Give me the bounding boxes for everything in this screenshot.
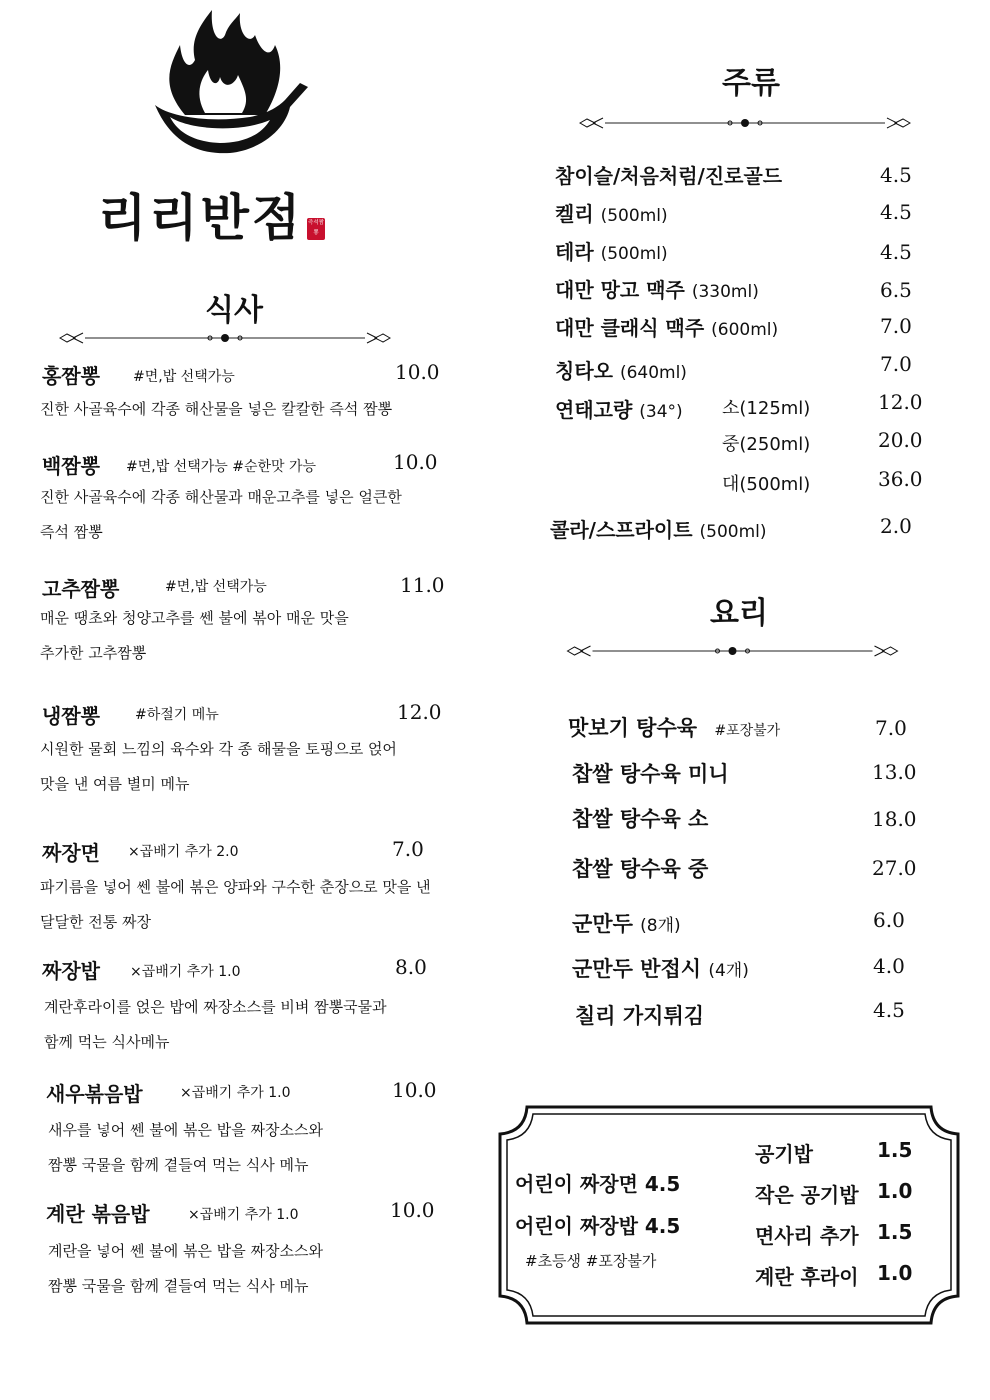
- dish-qty: (8개): [640, 916, 681, 936]
- meal-desc-line: 매운 땡초와 청양고추를 쎈 불에 볶아 매운 맛을: [40, 609, 349, 627]
- meal-desc-line: 추가한 고추짬뽕: [40, 644, 147, 662]
- drink-price: 7.0: [880, 314, 912, 338]
- meal-tag: #면,밥 선택가능: [133, 369, 235, 385]
- extra-price: 1.0: [877, 1179, 913, 1203]
- drink-volume: (34°): [639, 402, 683, 422]
- meal-desc-line: 짬뽕 국물을 함께 곁들여 먹는 식사 메뉴: [48, 1277, 309, 1295]
- drink-size-medium: 중(250ml): [722, 434, 811, 455]
- extra-name: 작은 공기밥: [755, 1183, 859, 1207]
- drinks-title: 주류: [722, 66, 780, 101]
- drink-price: 7.0: [880, 352, 912, 376]
- meal-desc-line: 짬뽕 국물을 함께 곁들여 먹는 식사 메뉴: [48, 1156, 309, 1174]
- dishes-divider: [560, 641, 905, 661]
- drink-size-price: 12.0: [878, 390, 923, 414]
- meal-tag: ×곱배기 추가 1.0: [180, 1085, 291, 1101]
- meal-desc-line: 함께 먹는 식사메뉴: [44, 1033, 170, 1051]
- drink-volume: (500ml): [600, 206, 668, 226]
- drink-name: 대만 클래식 맥주 (600ml): [555, 316, 779, 340]
- meal-desc-line: 계란후라이를 얹은 밥에 짜장소스를 비벼 짬뽕국물과: [44, 998, 387, 1016]
- drink-name: 켈리 (500ml): [555, 202, 668, 226]
- meal-desc-line: 계란을 넣어 쎈 불에 볶은 밥을 짜장소스와: [48, 1242, 323, 1260]
- meals-divider: [55, 328, 395, 348]
- drink-price: 6.5: [880, 278, 912, 302]
- drink-name: 참이슬/처음처럼/진로골드: [555, 164, 783, 188]
- dish-price: 13.0: [872, 760, 917, 784]
- kids-menu-jjajangmyeon: 어린이 짜장면 4.5: [515, 1172, 681, 1196]
- dish-price: 4.0: [873, 954, 905, 978]
- meal-price: 12.0: [397, 700, 442, 724]
- drink-volume: (640ml): [619, 363, 687, 383]
- meal-desc-line: 즉석 짬뽕: [40, 523, 103, 541]
- dish-name: 맛보기 탕수육 #포장불가: [568, 716, 781, 740]
- meal-name: 백짬뽕: [42, 454, 100, 478]
- dishes-title: 요리: [710, 596, 768, 631]
- meal-tag: #면,밥 선택가능: [165, 579, 267, 595]
- meal-desc-line: 맛을 낸 여름 별미 메뉴: [40, 775, 190, 793]
- meal-name: 계란 볶음밥: [46, 1202, 150, 1226]
- drink-size-price: 36.0: [878, 467, 923, 491]
- meal-desc-line: 달달한 전통 짜장: [40, 913, 151, 931]
- meal-name: 홍짬뽕: [42, 364, 100, 388]
- meal-desc-line: 진한 사골육수에 각종 해산물과 매운고추를 넣은 얼큰한: [40, 488, 402, 506]
- drink-name: 칭타오 (640ml): [555, 359, 687, 383]
- meal-price: 7.0: [392, 837, 424, 861]
- meal-price: 10.0: [390, 1198, 435, 1222]
- meal-price: 10.0: [393, 450, 438, 474]
- wok-flame-logo-icon: [150, 5, 310, 170]
- meal-desc-line: 새우를 넣어 쎈 불에 볶은 밥을 짜장소스와: [48, 1121, 323, 1139]
- dish-price: 7.0: [875, 716, 907, 740]
- dish-name: 찹쌀 탕수육 중: [572, 857, 709, 881]
- drink-price: 4.5: [880, 200, 912, 224]
- drink-volume: (330ml): [691, 282, 759, 302]
- extra-price: 1.5: [877, 1220, 913, 1244]
- dish-price: 18.0: [872, 807, 917, 831]
- drink-price: 2.0: [880, 514, 912, 538]
- meal-price: 10.0: [395, 360, 440, 384]
- meal-name: 짜장밥: [42, 959, 100, 983]
- extra-name: 계란 후라이: [755, 1265, 859, 1289]
- drink-name: 콜라/스프라이트 (500ml): [550, 518, 767, 542]
- meal-tag: #하절기 메뉴: [135, 707, 219, 723]
- meal-name: 새우볶음밥: [46, 1082, 143, 1106]
- meal-name: 고추짬뽕: [42, 577, 120, 601]
- dish-price: 4.5: [873, 998, 905, 1022]
- dish-price: 6.0: [873, 908, 905, 932]
- drink-volume: (500ml): [600, 244, 668, 264]
- drink-name: 테라 (500ml): [555, 240, 668, 264]
- meal-tag: ×곱배기 추가 1.0: [130, 964, 241, 980]
- drinks-divider: [575, 113, 915, 133]
- meal-desc-line: 파기름을 넣어 쎈 불에 볶은 양파와 구수한 춘장으로 맛을 낸: [40, 878, 431, 896]
- drink-size-small: 소(125ml): [722, 398, 811, 419]
- drink-size-price: 20.0: [878, 428, 923, 452]
- drink-size-large: 대(500ml): [722, 474, 811, 495]
- drink-name: 대만 망고 맥주 (330ml): [555, 278, 759, 302]
- meal-price: 11.0: [400, 573, 445, 597]
- drink-name: 연태고량 (34°): [555, 398, 683, 422]
- kids-note: #초등생 #포장불가: [525, 1252, 657, 1270]
- extra-price: 1.0: [877, 1261, 913, 1285]
- extra-name: 면사리 추가: [755, 1224, 859, 1248]
- meal-desc-line: 진한 사골육수에 각종 해산물을 넣은 칼칼한 즉석 짬뽕: [40, 400, 393, 418]
- meal-price: 10.0: [392, 1078, 437, 1102]
- extra-price: 1.5: [877, 1138, 913, 1162]
- meals-title: 식사: [205, 293, 263, 328]
- dish-name: 찹쌀 탕수육 미니: [572, 762, 729, 786]
- drink-price: 4.5: [880, 163, 912, 187]
- drink-volume: (500ml): [699, 522, 767, 542]
- brand-seal: 즉석짬뽕: [307, 218, 325, 240]
- dish-qty: (4개): [708, 961, 749, 981]
- brand-name: 리리반점: [98, 189, 304, 247]
- drink-price: 4.5: [880, 240, 912, 264]
- dish-name: 칠리 가지튀김: [575, 1004, 705, 1028]
- drink-volume: (600ml): [711, 320, 779, 340]
- meal-price: 8.0: [395, 955, 427, 979]
- extra-name: 공기밥: [755, 1142, 813, 1166]
- kids-menu-jjajangbap: 어린이 짜장밥 4.5: [515, 1214, 681, 1238]
- dish-name: 군만두 반접시 (4개): [572, 957, 749, 981]
- meal-tag: #면,밥 선택가능 #순한맛 가능: [126, 459, 317, 475]
- meal-tag: ×곱배기 추가 1.0: [188, 1207, 299, 1223]
- dish-price: 27.0: [872, 856, 917, 880]
- meal-desc-line: 시원한 물회 느낌의 육수와 각 종 해물을 토핑으로 얹어: [40, 740, 397, 758]
- dish-name: 군만두 (8개): [572, 912, 681, 936]
- dish-name: 찹쌀 탕수육 소: [572, 807, 709, 831]
- dish-tag: #포장불가: [714, 723, 781, 739]
- meal-name: 냉짬뽕: [42, 704, 100, 728]
- meal-name: 짜장면: [42, 841, 100, 865]
- meal-tag: ×곱배기 추가 2.0: [128, 844, 239, 860]
